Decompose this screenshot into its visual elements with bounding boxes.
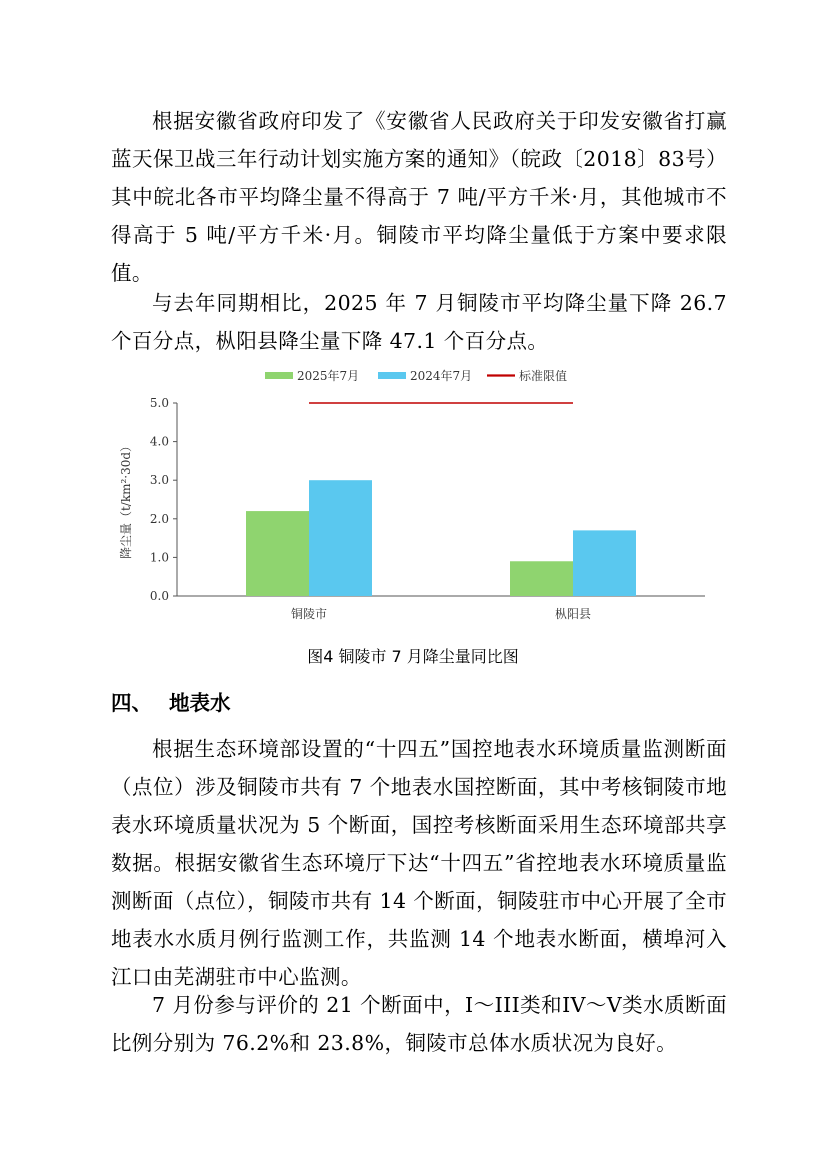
legend-label-0: 2025年7月: [297, 369, 360, 383]
figure-caption: 图4 铜陵市 7 月降尘量同比图: [307, 647, 519, 666]
y-tick-label-2: 2.0: [149, 511, 169, 526]
legend-swatch-0: [265, 372, 293, 379]
bar-0-0: [246, 511, 309, 596]
legend-label-reference: 标准限值: [519, 369, 568, 383]
legend-swatch-1: [378, 372, 406, 379]
y-axis-title: 降尘量（t/km²·30d）: [119, 439, 133, 560]
paragraph-water-quality-result: 7 月份参与评价的 21 个断面中，I～III类和IV～V类水质断面比例分别为 76.2%和 23.8%，铜陵市总体水质状况为良好。: [111, 993, 727, 1055]
section-heading: [111, 684, 231, 722]
paragraph-dust-standard: 根据安徽省政府印发了《安徽省人民政府关于印发安徽省打赢蓝天保卫战三年行动计划实施方案的通知》（皖政〔2018〕83号）其中皖北各市平均降尘量不得高于 7 吨/平方千米·月，其他城市不得高于 5 吨/平方千米·月。铜陵市平均降尘量低于方案中要求限值。: [111, 109, 727, 285]
paragraph-surface-water-sections: 根据生态环境部设置的“十四五”国控地表水环境质量监测断面（点位）涉及铜陵市共有 7 个地表水国控断面，其中考核铜陵市地表水环境质量状况为 5 个断面，国控考核断面采用生态环境部共享数据。根据安徽省生态环境厅下达“十四五”省控地表水环境质量监测断面（点位），铜陵市共有 14 个断面，铜陵驻市中心开展了全市地表水水质月例行监测工作，共监测 14 个地表水断面，横埠河入江口由芜湖驻市中心监测。: [111, 737, 727, 989]
y-tick-label-0: 0.0: [149, 589, 169, 603]
y-tick-label-1: 1.0: [149, 550, 169, 565]
y-tick-label-5: 5.0: [149, 396, 169, 410]
section-title: 地表水: [169, 691, 231, 715]
chart-svg: [100, 360, 730, 630]
bar-0-1: [309, 480, 372, 596]
x-tick-label-0: 铜陵市: [290, 607, 328, 621]
legend-label-1: 2024年7月: [410, 369, 473, 383]
bar-1-0: [510, 561, 573, 596]
y-tick-label-4: 4.0: [149, 434, 169, 449]
paragraph-dust-comparison: 与去年同期相比，2025 年 7 月铜陵市平均降尘量下降 26.7个百分点，枞阳县降尘量下降 47.1 个百分点。: [111, 291, 727, 353]
section-number: 四、: [111, 691, 152, 715]
bar-1-1: [573, 530, 636, 596]
x-tick-label-1: 枞阳县: [554, 607, 592, 621]
dust-fall-chart: [100, 360, 730, 630]
y-tick-label-3: 3.0: [149, 473, 169, 488]
